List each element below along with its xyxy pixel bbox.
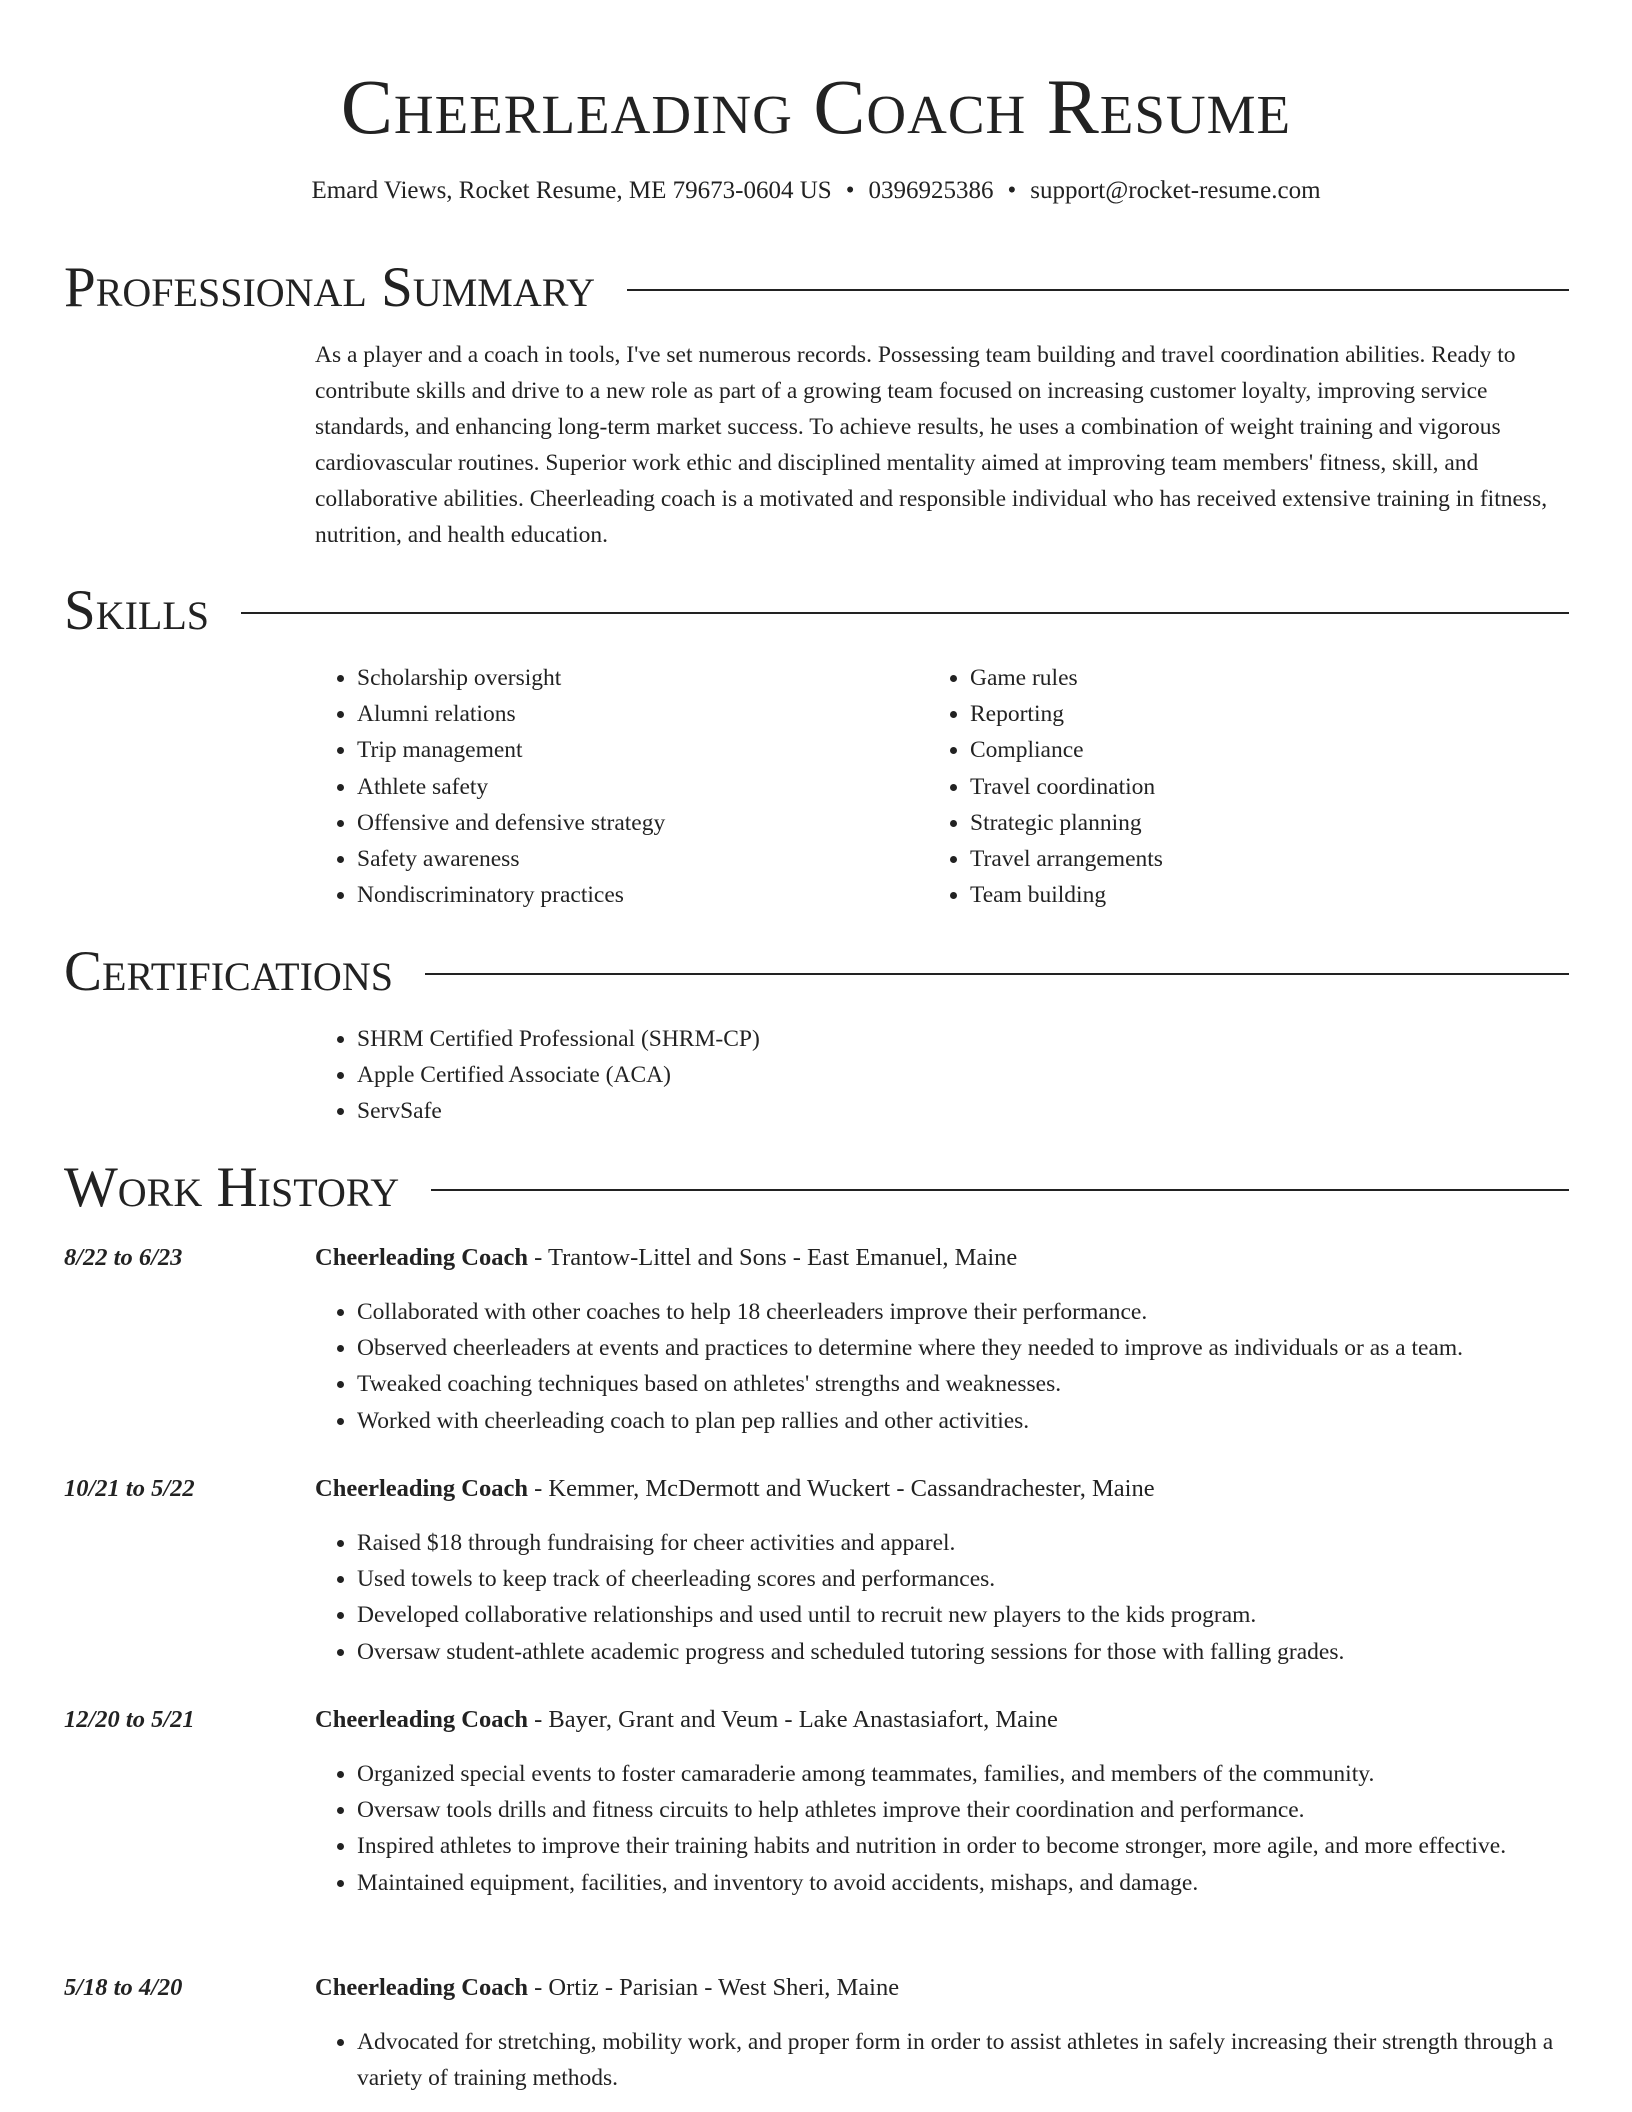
job-employer: - Trantow-Littel and Sons - East Emanuel, Maine [528,1244,1018,1271]
skill-item: • Safety awareness [357,841,917,877]
skill-item: • Reporting [970,696,1530,732]
job-dates: 12/20 to 5/21 [64,1706,195,1733]
job-title-line [315,1240,1017,1276]
summary-section-header [64,256,1569,320]
job-bullets [313,2024,1617,2096]
certification-item: • ServSafe [357,1093,1557,1129]
job-bullet: • Collaborated with other coaches to help 18 cheerleaders improve their performance. [357,1294,1617,1330]
separator-dot: • [845,177,855,204]
job-role: Cheerleading Coach [315,1475,528,1502]
phone: 0396925386 [868,177,994,204]
certifications-section-header [64,940,1569,1004]
skill-item: • Athlete safety [357,769,917,805]
job-bullet: • Inspired athletes to improve their training habits and nutrition in order to become stronger, more agile, and more effective. [357,1828,1617,1864]
job-dates: 8/22 to 6/23 [64,1244,183,1271]
job-bullet: • Oversaw student-athlete academic progress and scheduled tutoring sessions for those with falling grades. [357,1634,1617,1670]
job-employer: - Ortiz - Parisian - West Sheri, Maine [528,1974,900,2001]
job-bullet: • Used towels to keep track of cheerleading scores and performances. [357,1561,1617,1597]
skills-section-header [64,579,1569,643]
skill-item: • Nondiscriminatory practices [357,877,917,913]
certifications-list [313,1021,1557,1130]
job-bullet: • Worked with cheerleading coach to plan pep rallies and other activities. [357,1403,1617,1439]
job-title-line [315,1471,1155,1507]
skills-list-right [926,660,1530,913]
job-bullets [313,1525,1617,1670]
section-divider [431,1189,1569,1191]
skills-list-left [313,660,917,913]
job-bullet: • Raised $18 through fundraising for cheer activities and apparel. [357,1525,1617,1561]
job-employer: - Kemmer, McDermott and Wuckert - Cassandrachester, Maine [528,1475,1155,1502]
job-title-line [315,1970,899,2006]
section-divider [425,973,1569,975]
skill-item: • Scholarship oversight [357,660,917,696]
skill-item: • Strategic planning [970,805,1530,841]
section-heading: Skills [64,579,210,642]
skill-item: • Team building [970,877,1530,913]
job-bullet: • Organized special events to foster camaraderie among teammates, families, and members of the community. [357,1756,1617,1792]
job-role: Cheerleading Coach [315,1244,528,1271]
work-history-section-header [64,1156,1569,1220]
skill-item: • Offensive and defensive strategy [357,805,917,841]
section-divider [241,612,1569,614]
job-role: Cheerleading Coach [315,1706,528,1733]
job-employer: - Bayer, Grant and Veum - Lake Anastasiafort, Maine [528,1706,1058,1733]
section-heading: Certifications [64,940,393,1003]
job-bullet: • Developed collaborative relationships and used until to recruit new players to the kids program. [357,1597,1617,1633]
email-link[interactable]: support@rocket-resume.com [1030,177,1321,204]
job-bullet: • Observed cheerleaders at events and practices to determine where they needed to improve as individuals or as a team. [357,1330,1617,1366]
section-divider [627,289,1569,291]
job-bullet: • Tweaked coaching techniques based on athletes' strengths and weaknesses. [357,1366,1617,1402]
job-title-line [315,1702,1058,1738]
certification-item: • Apple Certified Associate (ACA) [357,1057,1557,1093]
skill-item: • Travel arrangements [970,841,1530,877]
job-bullet: • Advocated for stretching, mobility work, and proper form in order to assist athletes in safely increasing their strength through a variety of training methods. [357,2024,1617,2096]
skill-item: • Alumni relations [357,696,917,732]
address: Emard Views, Rocket Resume, ME 79673-0604 US [311,177,832,204]
section-heading: Work History [64,1156,400,1219]
job-bullet: • Oversaw tools drills and fitness circuits to help athletes improve their coordination and performance. [357,1792,1617,1828]
skill-item: • Travel coordination [970,769,1530,805]
job-dates: 5/18 to 4/20 [64,1974,183,2001]
section-heading: Professional Summary [64,256,596,319]
certification-item: • SHRM Certified Professional (SHRM-CP) [357,1021,1557,1057]
job-dates: 10/21 to 5/22 [64,1475,195,1502]
summary-text: As a player and a coach in tools, I've set numerous records. Possessing team building and travel coordination abilities. Ready to contribute skills and drive to a new role as part of a growing team focused on increasing customer loyalty, improving service standards, and enhancing long-term market success. To achieve results, he uses a combination of weight training and vigorous cardiovascular routines. Superior work ethic and disciplined mentality aimed at improving team members' fitness, skill, and collaborative abilities. Cheerleading coach is a motivated and responsible individual who has received extensive training in fitness, nutrition, and health education. [315,342,1548,548]
skill-item: • Trip management [357,732,917,768]
job-role: Cheerleading Coach [315,1974,528,2001]
job-bullets [313,1294,1617,1439]
skill-item: • Compliance [970,732,1530,768]
resume-title: Cheerleading Coach Resume [340,63,1292,150]
job-bullets [313,1756,1617,1901]
contact-line [0,173,1632,209]
separator-dot: • [1007,177,1017,204]
skill-item: • Game rules [970,660,1530,696]
job-bullet: • Maintained equipment, facilities, and inventory to avoid accidents, mishaps, and damage. [357,1865,1617,1901]
